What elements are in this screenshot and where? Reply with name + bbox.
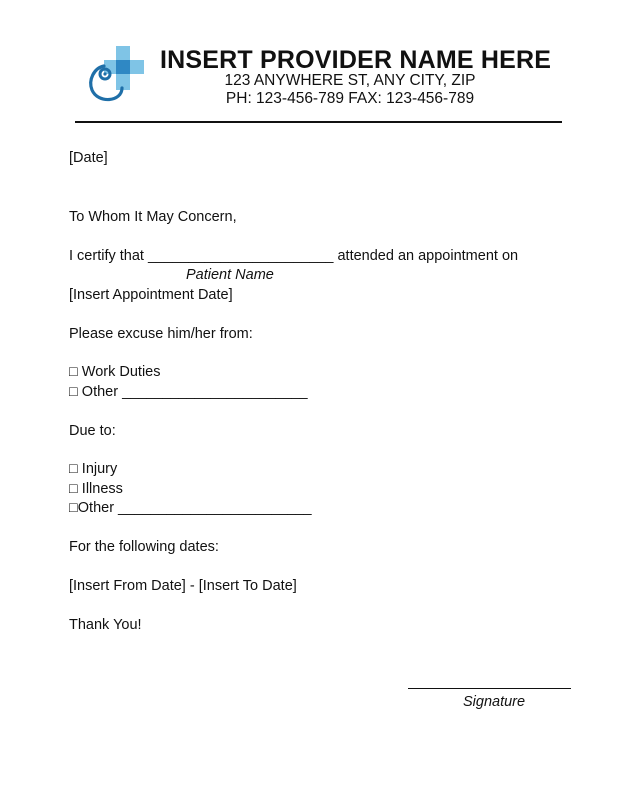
excuse-intro: Please excuse him/her from:: [69, 326, 253, 342]
excuse-option-other: □ Other _______________________: [69, 384, 308, 400]
letter-closing: Thank You!: [69, 617, 142, 633]
due-to-option-other: □Other ________________________: [69, 500, 312, 516]
medical-logo-icon: [86, 44, 150, 108]
header-divider: [75, 121, 562, 123]
dates-label: For the following dates:: [69, 539, 219, 555]
excuse-option-work-duties: □ Work Duties: [69, 364, 161, 380]
provider-address: 123 ANYWHERE ST, ANY CITY, ZIP: [224, 72, 476, 89]
certify-line: I certify that _______________________ attended an appointment on: [69, 248, 519, 264]
date-range: [Insert From Date] - [Insert To Date]: [69, 578, 297, 594]
provider-phone-fax: PH: 123-456-789 FAX: 123-456-789: [225, 90, 475, 107]
patient-name-label: Patient Name: [186, 267, 274, 283]
letter-date: [Date]: [69, 150, 108, 166]
due-to-label: Due to:: [69, 423, 116, 439]
letter-salutation: To Whom It May Concern,: [69, 209, 237, 225]
due-to-option-injury: □ Injury: [69, 461, 118, 477]
signature-label: Signature: [463, 694, 526, 710]
due-to-option-illness: □ Illness: [69, 481, 123, 497]
appointment-date: [Insert Appointment Date]: [69, 287, 233, 303]
provider-name: INSERT PROVIDER NAME HERE: [160, 46, 552, 74]
signature-line: [408, 688, 571, 689]
